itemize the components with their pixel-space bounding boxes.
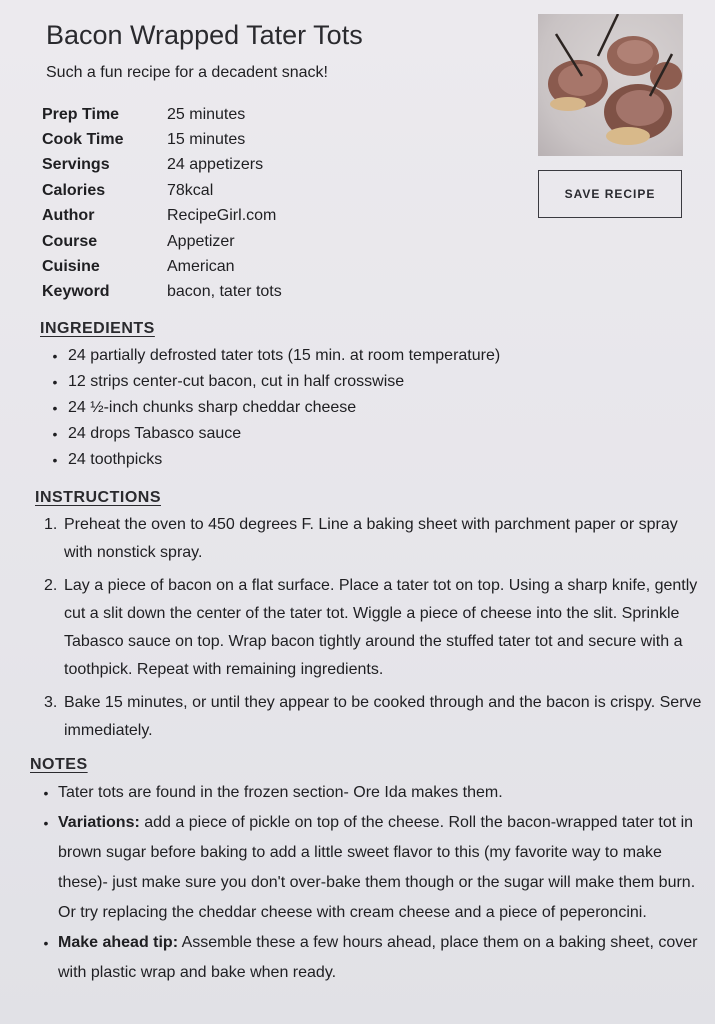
instructions-list: [44, 511, 704, 750]
recipe-photo: [538, 14, 683, 156]
note-label: Make ahead tip:: [58, 934, 179, 951]
meta-value: American: [167, 258, 235, 276]
note-text: Tater tots are found in the frozen section- Ore Ida makes them.: [58, 784, 503, 801]
ingredients-heading: INGREDIENTS: [40, 320, 155, 337]
meta-row: [42, 178, 282, 203]
step-number: 3.: [44, 694, 58, 711]
ingredient-item: • 24 toothpicks: [42, 447, 500, 473]
meta-label: Keyword: [42, 283, 110, 301]
ingredient-item: • 24 drops Tabasco sauce: [42, 421, 500, 447]
instruction-step: [44, 511, 704, 567]
meta-row: [42, 127, 282, 152]
save-recipe-button[interactable]: SAVE RECIPE: [538, 170, 682, 218]
ingredient-item: • 24 ½-inch chunks sharp cheddar cheese: [42, 395, 500, 421]
step-text: Bake 15 minutes, or until they appear to be cooked through and the bacon is crispy. Serve immediately.: [64, 694, 702, 739]
meta-label: Cuisine: [42, 258, 100, 276]
instruction-step: [44, 572, 704, 684]
bullet-icon: •: [43, 935, 49, 951]
note-item: [34, 928, 704, 988]
meta-row: [42, 229, 282, 254]
step-text: Lay a piece of bacon on a flat surface. Place a tater tot on top. Using a sharp knife, gently cut a slit down the center of the tater tot. Wiggle a piece of cheese into the slit. Sprinkle Tabasco sauce on top. Wrap bacon tightly around the stuffed tater tot and secure with a toothpick. Repeat with remaining ingredients.: [64, 577, 698, 678]
meta-label: Calories: [42, 181, 106, 199]
meta-value: Appetizer: [167, 232, 235, 250]
meta-label: Course: [42, 232, 98, 250]
meta-value: RecipeGirl.com: [167, 207, 277, 225]
bullet-icon: •: [43, 815, 49, 831]
meta-label: Servings: [42, 156, 110, 174]
note-item: [34, 778, 704, 808]
step-number: 2.: [44, 577, 58, 594]
step-number: 1.: [44, 516, 58, 533]
meta-label: Cook Time: [42, 131, 124, 149]
meta-value: bacon, tater tots: [167, 283, 282, 301]
meta-value: 24 appetizers: [167, 156, 264, 174]
meta-label: Prep Time: [42, 105, 120, 123]
note-label: Variations:: [58, 814, 140, 831]
step-text: Preheat the oven to 450 degrees F. Line a baking sheet with parchment paper or spray with nonstick spray.: [64, 516, 678, 561]
note-item: [34, 808, 704, 928]
meta-value: 78kcal: [167, 181, 214, 199]
meta-row: [42, 280, 282, 305]
notes-heading: NOTES: [30, 756, 88, 773]
note-text: add a piece of pickle on top of the cheese. Roll the bacon-wrapped tater tot in brown sugar before baking to add a little sweet flavor to this (my favorite way to make these)- just make sure you don't over-bake them though or the sugar will make them burn. Or try replacing the cheddar cheese with cream cheese and a piece of peperoncini.: [58, 814, 696, 921]
instruction-step: [44, 689, 704, 745]
recipe-subtitle: Such a fun recipe for a decadent snack!: [46, 64, 328, 81]
ingredient-item: • 24 partially defrosted tater tots (15 min. at room temperature): [42, 343, 500, 369]
meta-value: 25 minutes: [167, 105, 246, 123]
bullet-icon: •: [43, 785, 49, 801]
ingredients-list: [42, 343, 500, 473]
meta-value: 15 minutes: [167, 131, 246, 149]
notes-list: [34, 778, 704, 988]
instructions-heading: INSTRUCTIONS: [35, 489, 161, 506]
ingredient-item: • 12 strips center-cut bacon, cut in half crosswise: [42, 369, 500, 395]
meta-row: [42, 102, 282, 127]
meta-row: [42, 204, 282, 229]
note-content: [58, 928, 704, 988]
meta-label: Author: [42, 207, 95, 225]
note-text: Assemble these a few hours ahead, place them on a baking sheet, cover with plastic wrap and bake when ready.: [58, 934, 698, 981]
recipe-meta: [42, 102, 282, 305]
recipe-title: Bacon Wrapped Tater Tots: [46, 20, 363, 50]
meta-row: [42, 153, 282, 178]
note-content: [58, 778, 503, 808]
meta-row: [42, 254, 282, 279]
note-content: [58, 808, 704, 928]
